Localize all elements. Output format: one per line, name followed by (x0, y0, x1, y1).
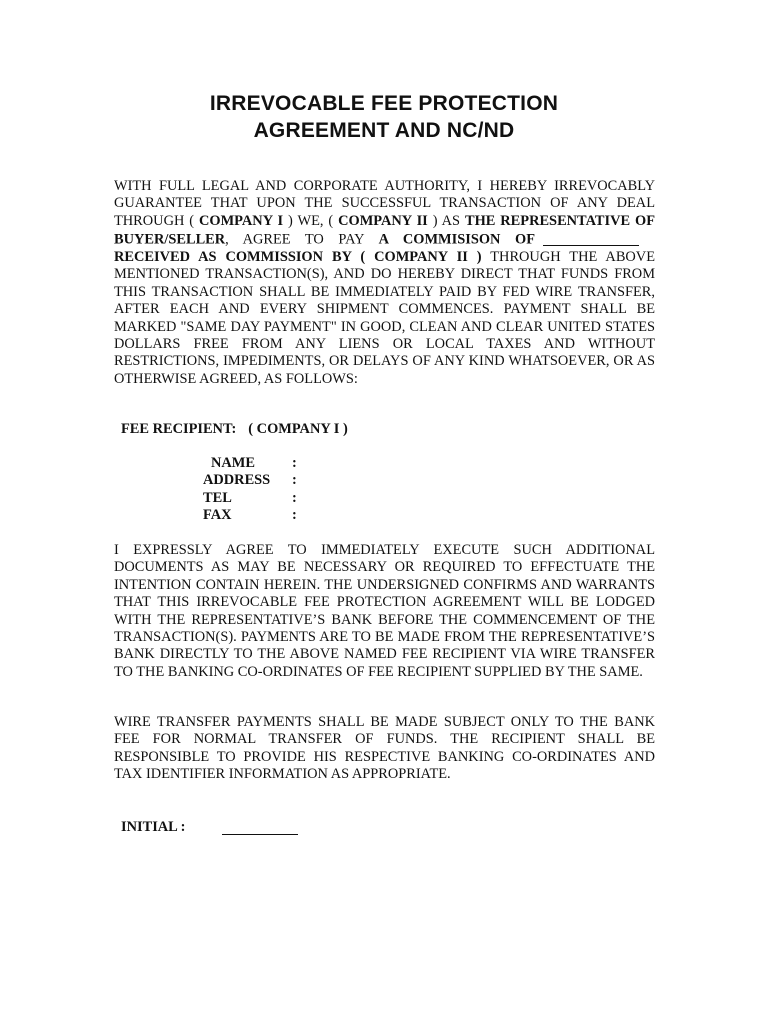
initial-signature-line (222, 834, 298, 835)
p1-text-3: ) AS (427, 212, 465, 229)
contact-row-tel (203, 490, 323, 507)
contact-separator: : (292, 472, 297, 489)
contact-label: ADDRESS (203, 472, 271, 489)
company-i-ref: COMPANY I (199, 212, 284, 229)
title-line-2: AGREEMENT AND NC/ND (253, 119, 515, 142)
contact-separator: : (292, 455, 297, 471)
p1-text-5: THROUGH THE ABOVE MENTIONED TRANSACTION(S), AND DO HEREBY DIRECT THAT FUNDS FROM THIS TRANSACTION SHALL BE IMMEDIATELY PAID BY FED WIRE TRANSFER, AFTER EACH AND EVERY SHIPMENT COMMENCES. PAYMENT SHALL BE MARKED "SAME DAY PAYMENT" IN GOOD, CLEAN AND CLEAR UNITED STATES DOLLARS FREE FROM ANY LIENS OR LOCAL TAXES AND WITHOUT RESTRICTIONS, IMPEDIMENTS, OR DELAYS OF ANY KIND WHATSOEVER, OR AS OTHERWISE AGREED, AS FOLLOWS: (114, 249, 655, 387)
p1-text-2: ) WE, ( (283, 212, 339, 229)
execution-paragraph: I EXPRESSLY AGREE TO IMMEDIATELY EXECUTE SUCH ADDITIONAL DOCUMENTS AS MAY BE NECESSARY OR REQUIRED TO EFFECTUATE THE INTENTION CONTAIN HEREIN. THE UNDERSIGNED CONFIRMS AND WARRANTS THAT THIS IRREVOCABLE FEE PROTECTION AGREEMENT WILL BE LODGED WITH THE REPRESENTATIVE’S BANK BEFORE THE COMMENCEMENT OF THE TRANSACTION(S). PAYMENTS ARE TO BE MADE FROM THE REPRESENTATIVE’S BANK DIRECTLY TO THE ABOVE NAMED FEE RECIPIENT VIA WIRE TRANSFER TO THE BANKING CO-ORDINATES OF FEE RECIPIENT SUPPLIED BY THE SAME. (114, 542, 655, 680)
title-line-1: IRREVOCABLE FEE PROTECTION (209, 92, 559, 115)
contact-separator: : (292, 507, 297, 524)
contact-row-name (203, 455, 323, 472)
fee-recipient-label: FEE RECIPIENT: (121, 421, 237, 437)
company-ii-ref: COMPANY II (338, 212, 428, 229)
contact-label: TEL (203, 489, 232, 506)
representative-ref: THE REPRESENTATIVE OF BUYER/SELLER (114, 212, 656, 248)
commission-text-a: A COMMISISON OF (378, 231, 535, 248)
fee-recipient-value: ( COMPANY I ) (248, 421, 348, 437)
commission-amount-blank (543, 230, 639, 245)
guarantee-paragraph (114, 178, 655, 388)
contact-label: FAX (203, 507, 232, 524)
contact-details (203, 455, 323, 525)
contact-separator: : (292, 489, 297, 506)
wire-transfer-paragraph: WIRE TRANSFER PAYMENTS SHALL BE MADE SUBJECT ONLY TO THE BANK FEE FOR NORMAL TRANSFER OF FUNDS. THE RECIPIENT SHALL BE RESPONSIBLE TO PROVIDE HIS RESPECTIVE BANKING CO-ORDINATES AND TAX IDENTIFIER INFORMATION AS APPROPRIATE. (114, 714, 655, 783)
fee-recipient-line (121, 421, 348, 438)
contact-label: NAME (211, 455, 255, 471)
initial-label: INITIAL : (121, 819, 186, 835)
p1-text-4: , AGREE TO PAY (225, 231, 379, 248)
contact-row-fax (203, 507, 323, 524)
p1-text-1: WITH FULL LEGAL AND CORPORATE AUTHORITY, I HEREBY IRREVOCABLY GUARANTEE THAT UPON THE SUCCESSFUL TRANSACTION OF ANY DEAL THROUGH ( (114, 178, 655, 229)
contact-row-address (203, 472, 323, 489)
document-title (0, 90, 768, 144)
commission-text-b: RECEIVED AS COMMISSION BY ( COMPANY II ) (114, 249, 482, 266)
